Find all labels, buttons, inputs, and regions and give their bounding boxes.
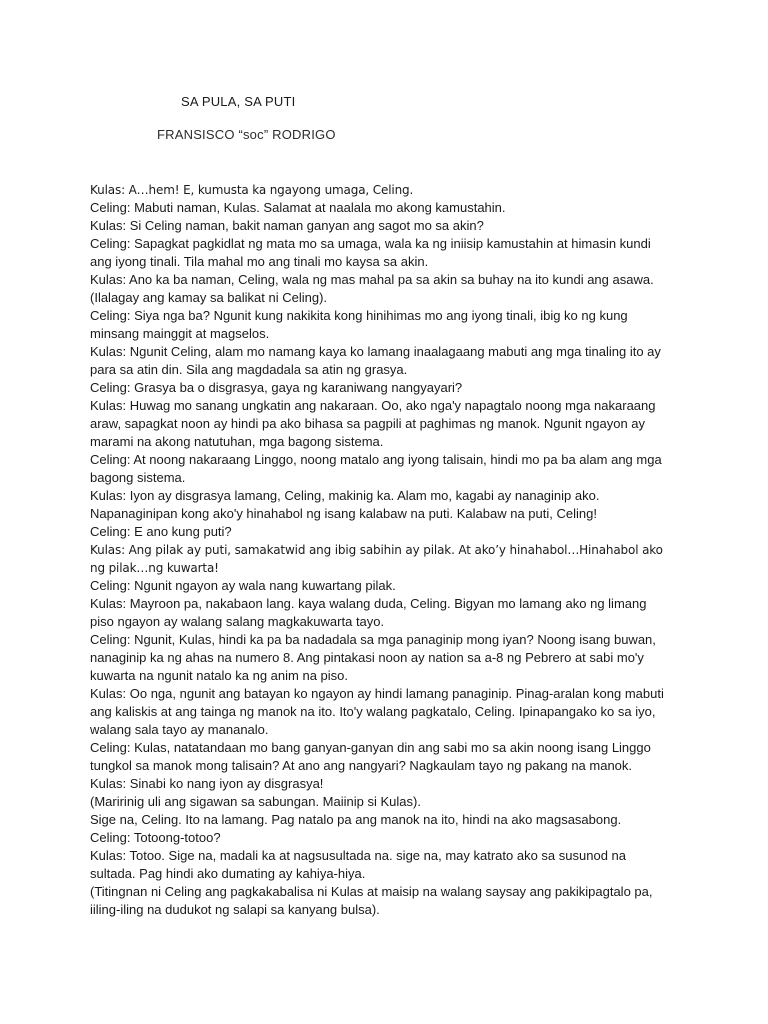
dialogue-line: walang sala tayo ay mananalo. bbox=[90, 722, 269, 737]
dialogue-line: Celing: Sapagkat pagkidlat ng mata mo sa umaga, wala ka ng iniisip kamustahin at himasin kundi bbox=[90, 236, 651, 251]
dialogue-line: ng pilak…ng kuwarta! bbox=[90, 561, 219, 575]
dialogue-line: Celing: E ano kung puti? bbox=[90, 524, 232, 539]
dialogue-line: Kulas: Huwag mo sanang ungkatin ang nakaraan. Oo, ako nga'y napagtalo noong mga nakaraang bbox=[90, 398, 656, 413]
dialogue-line: Kulas: Mayroon pa, nakabaon lang. kaya walang duda, Celing. Bigyan mo lamang ako ng limang bbox=[90, 596, 647, 611]
dialogue-line: Kulas: Ano ka ba naman, Celing, wala ng mas mahal pa sa akin sa buhay na ito kundi ang asawa. bbox=[90, 272, 654, 287]
dialogue-line: piso ngayon ay walang salang magkakuwarta tayo. bbox=[90, 614, 385, 629]
dialogue-line: kuwarta na ngunit natalo ka ng anim na piso. bbox=[90, 668, 349, 683]
dialogue-line: Kulas: Ngunit Celing, alam mo namang kaya ko lamang inaalagaang mabuti ang mga tinaling ito ay bbox=[90, 344, 661, 359]
dialogue-line: sultada. Pag hindi ako dumating ay kahiya-hiya. bbox=[90, 866, 366, 881]
document-title: SA PULA, SA PUTI bbox=[181, 94, 296, 109]
dialogue-line: marami na akong natutuhan, mga bagong sistema. bbox=[90, 434, 384, 449]
dialogue-line: Celing: Siya nga ba? Ngunit kung nakikita kong hinihimas mo ang iyong tinali, ibig ko ng kung bbox=[90, 308, 628, 323]
dialogue-line: araw, sapagkat noon ay hindi pa ako bihasa sa pagpili at paghimas ng manok. Ngunit ngayon ay bbox=[90, 416, 646, 431]
dialogue-line: Celing: Totoong-totoo? bbox=[90, 830, 221, 845]
dialogue-line: iiling-iling na dudukot ng salapi sa kanyang bulsa). bbox=[90, 902, 380, 917]
document-author: FRANSISCO “soc” RODRIGO bbox=[157, 127, 336, 142]
dialogue-line: Kulas: A…hem! E, kumusta ka ngayong umaga, Celing. bbox=[90, 183, 414, 197]
dialogue-line: Napanaginipan kong ako'y hinahabol ng isang kalabaw na puti. Kalabaw na puti, Celing! bbox=[90, 506, 597, 521]
dialogue-line: para sa atin din. Sila ang magdadala sa atin ng grasya. bbox=[90, 362, 408, 377]
dialogue-line: Celing: At noong nakaraang Linggo, noong matalo ang iyong talisain, hindi mo pa ba alam ang mga bbox=[90, 452, 662, 467]
dialogue-body bbox=[90, 181, 680, 919]
dialogue-line: (Ilalagay ang kamay sa balikat ni Celing). bbox=[90, 290, 328, 305]
dialogue-line: Celing: Grasya ba o disgrasya, gaya ng karaniwang nangyayari? bbox=[90, 380, 463, 395]
dialogue-line: (Maririnig uli ang sigawan sa sabungan. Maiinip si Kulas). bbox=[90, 794, 421, 809]
dialogue-line: Celing: Mabuti naman, Kulas. Salamat at naalala mo akong kamustahin. bbox=[90, 200, 506, 215]
dialogue-line: tungkol sa manok mong talisain? At ano ang nangyari? Nagkaulam tayo ng pakang na manok. bbox=[90, 758, 633, 773]
dialogue-line: Celing: Kulas, natatandaan mo bang ganyan-ganyan din ang sabi mo sa akin noong isang Linggo bbox=[90, 740, 651, 755]
dialogue-line: Kulas: Iyon ay disgrasya lamang, Celing, makinig ka. Alam mo, kagabi ay nanaginip ako. bbox=[90, 488, 600, 503]
dialogue-line: minsang mainggit at magselos. bbox=[90, 326, 270, 341]
dialogue-line: Kulas: Oo nga, ngunit ang batayan ko ngayon ay hindi lamang panaginip. Pinag-aralan kong mabuti bbox=[90, 686, 664, 701]
dialogue-line: bagong sistema. bbox=[90, 470, 186, 485]
dialogue-line: ang kaliskis at ang tainga ng manok na ito. Ito'y walang pagkatalo, Celing. Ipinapangako ko sa iyo, bbox=[90, 704, 656, 719]
dialogue-line: Kulas: Si Celing naman, bakit naman ganyan ang sagot mo sa akin? bbox=[90, 218, 484, 233]
dialogue-line: Celing: Ngunit, Kulas, hindi ka pa ba nadadala sa mga panaginip mong iyan? Noong isang buwan, bbox=[90, 632, 656, 647]
dialogue-line: (Titingnan ni Celing ang pagkakabalisa ni Kulas at maisip na walang saysay ang pakikipagtalo pa, bbox=[90, 884, 653, 899]
dialogue-line: Sige na, Celing. Ito na lamang. Pag natalo pa ang manok na ito, hindi na ako magsasabong. bbox=[90, 812, 622, 827]
dialogue-line: Kulas: Sinabi ko nang iyon ay disgrasya! bbox=[90, 776, 324, 791]
dialogue-line: Celing: Ngunit ngayon ay wala nang kuwartang pilak. bbox=[90, 578, 396, 593]
dialogue-line: Kulas: Totoo. Sige na, madali ka at nagsusultada na. sige na, may katrato ako sa susunod na bbox=[90, 848, 626, 863]
dialogue-line: ang iyong tinali. Tila mahal mo ang tinali mo kaysa sa akin. bbox=[90, 254, 429, 269]
dialogue-line: nanaginip ka ng ahas na numero 8. Ang pintakasi noon ay nation sa a-8 ng Pebrero at sabi mo'y bbox=[90, 650, 644, 665]
dialogue-line: Kulas: Ang pilak ay puti, samakatwid ang ibig sabihin ay pilak. At ako’y hinahabol…Hinahabol ako bbox=[90, 543, 663, 557]
